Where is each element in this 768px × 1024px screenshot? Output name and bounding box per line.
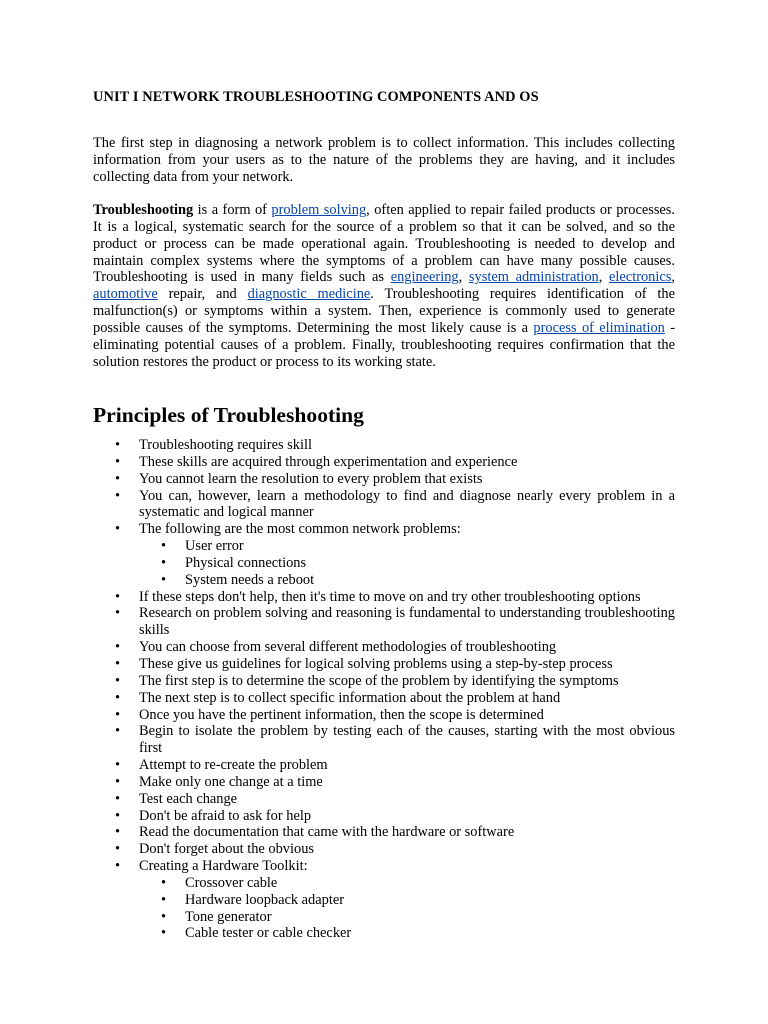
list-item-text: The following are the most common network problems: — [139, 521, 461, 538]
link-engineering[interactable]: engineering — [390, 269, 459, 286]
sub-list-item: • System needs a reboot — [139, 572, 675, 589]
separator: , — [598, 269, 610, 286]
list-item: • Troubleshooting requires skill — [93, 437, 675, 454]
link-electronics[interactable]: electronics — [609, 269, 672, 286]
common-problems-list — [139, 538, 675, 589]
list-item: • The next step is to collect specific information about the problem at hand — [93, 690, 675, 707]
list-item: • Make only one change at a time — [93, 774, 675, 791]
sub-list-item: • Hardware loopback adapter — [139, 892, 675, 909]
list-item: • Research on problem solving and reasoning is fundamental to understanding troubleshooting skills — [93, 605, 675, 639]
list-item: • Test each change — [93, 791, 675, 808]
list-item: • These give us guidelines for logical solving problems using a step-by-step process — [93, 656, 675, 673]
list-item: • You can choose from several different methodologies of troubleshooting — [93, 639, 675, 656]
list-item: • The first step is to determine the scope of the problem by identifying the symptoms — [93, 673, 675, 690]
list-item: • You cannot learn the resolution to every problem that exists — [93, 471, 675, 488]
sub-list-item: • Cable tester or cable checker — [139, 925, 675, 942]
principles-list — [93, 437, 675, 942]
list-item-common-problems — [93, 521, 675, 588]
link-process-of-elimination[interactable]: process of elimination — [533, 319, 665, 336]
link-automotive[interactable]: automotive — [93, 286, 158, 303]
principles-heading: Principles of Troubleshooting — [93, 403, 364, 427]
link-diagnostic-medicine[interactable]: diagnostic medicine — [247, 286, 371, 303]
sub-list-item: • User error — [139, 538, 675, 555]
sub-list-item: • Crossover cable — [139, 875, 675, 892]
list-item: • Once you have the pertinent information, then the scope is determined — [93, 707, 675, 724]
list-item: • Begin to isolate the problem by testing each of the causes, starting with the most obvious first — [93, 723, 675, 757]
toolkit-list — [139, 875, 675, 942]
list-item-text: Creating a Hardware Toolkit: — [139, 858, 308, 875]
list-item: • Attempt to re-create the problem — [93, 757, 675, 774]
list-item: • These skills are acquired through experimentation and experience — [93, 454, 675, 471]
troubleshooting-paragraph — [93, 202, 675, 370]
sub-list-item: • Physical connections — [139, 555, 675, 572]
link-problem-solving[interactable]: problem solving — [271, 202, 367, 218]
link-system-administration[interactable]: system administration — [468, 269, 599, 286]
intro-paragraph: The first step in diagnosing a network problem is to collect information. This includes collecting information from your users as to the nature of the problems they are having, and it includes collecting data from your network. — [93, 135, 675, 185]
separator: , — [671, 269, 675, 286]
page-title: UNIT I NETWORK TROUBLESHOOTING COMPONENTS AND OS — [93, 89, 539, 105]
troubleshooting-term: Troubleshooting — [93, 202, 194, 218]
list-item: • If these steps don't help, then it's time to move on and try other troubleshooting options — [93, 589, 675, 606]
text-run: . Troubleshooting requires identification of the malfunction(s) or symptoms within a system. Then, experience is commonly used to generate possible causes of the symptoms. Determining the most likely cause is a — [93, 286, 675, 336]
text-run: - eliminating potential causes of a problem. Finally, troubleshooting requires confirmation that the solution restores the product or process to its working state. — [93, 319, 675, 370]
list-item: • Don't be afraid to ask for help — [93, 808, 675, 825]
list-item: • Don't forget about the obvious — [93, 841, 675, 858]
text-run: is a form of — [193, 202, 272, 218]
list-item-toolkit — [93, 858, 675, 942]
list-item: • You can, however, learn a methodology to find and diagnose nearly every problem in a systematic and logical manner — [93, 488, 675, 522]
sub-list-item: • Tone generator — [139, 909, 675, 926]
text-run: repair, and — [157, 286, 248, 303]
text-run: , often applied to repair failed products or processes. It is a logical, systematic search for the source of a problem so that it can be solved, and so the product or process can be made operational again. Troubleshooting is needed to develop and maintain complex systems where the symptoms of a problem can have many possible causes. Troubleshooting is used in many fields such as — [93, 202, 676, 286]
list-item: • Read the documentation that came with the hardware or software — [93, 824, 675, 841]
separator: , — [458, 269, 469, 286]
